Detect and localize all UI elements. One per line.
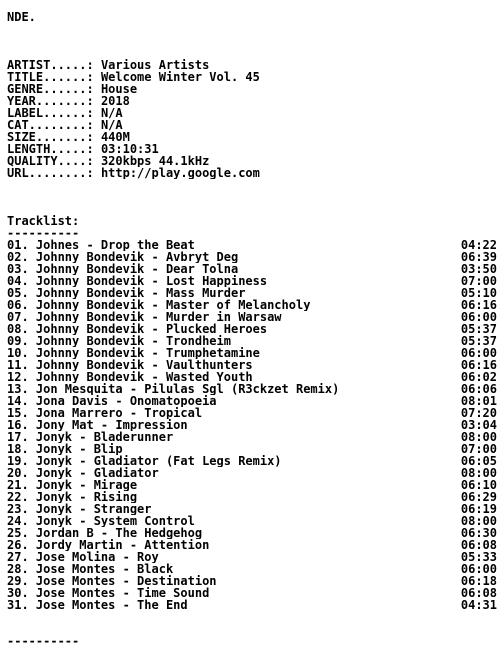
track-title: 02. Johnny Bondevik - Avbryt Deg [7, 251, 239, 263]
info-key: GENRE......: [7, 83, 94, 95]
track-row [7, 491, 497, 503]
track-row [7, 311, 497, 323]
track-row [7, 419, 497, 431]
track-row [7, 515, 497, 527]
track-row [7, 467, 497, 479]
track-title: 23. Jonyk - Stranger [7, 503, 152, 515]
info-value: 320kbps 44.1kHz [100, 155, 210, 167]
info-row [7, 95, 497, 107]
track-row [7, 551, 497, 563]
track-title: 20. Jonyk - Gladiator [7, 467, 159, 479]
track-duration: 06:10 [460, 479, 497, 491]
track-title: 25. Jordan B - The Hedgehog [7, 527, 203, 539]
track-duration: 06:30 [460, 527, 497, 539]
track-duration: 08:00 [460, 431, 497, 443]
track-title: 30. Jose Montes - Time Sound [7, 587, 210, 599]
track-title: 10. Johnny Bondevik - Trumphetamine [7, 347, 260, 359]
track-duration: 06:00 [460, 563, 497, 575]
track-row [7, 287, 497, 299]
track-duration: 05:37 [460, 323, 497, 335]
info-row [7, 107, 497, 119]
track-duration: 06:05 [460, 455, 497, 467]
track-duration: 04:31 [460, 599, 497, 611]
track-row [7, 347, 497, 359]
track-title: 01. Johnes - Drop the Beat [7, 239, 195, 251]
info-row [7, 119, 497, 131]
spacer [7, 35, 497, 47]
info-key: TITLE......: [7, 71, 94, 83]
info-value: N/A [100, 107, 123, 119]
tracklist-rule: ---------- [7, 227, 80, 239]
info-value: 440M [100, 131, 130, 143]
track-row [7, 443, 497, 455]
spacer [7, 623, 497, 635]
info-key: LABEL......: [7, 107, 94, 119]
track-title: 16. Jony Mat - Impression [7, 419, 188, 431]
track-row [7, 599, 497, 611]
track-row [7, 275, 497, 287]
track-row [7, 251, 497, 263]
release-info [7, 59, 497, 179]
track-duration: 06:00 [460, 311, 497, 323]
info-row [7, 83, 497, 95]
track-duration: 06:08 [460, 587, 497, 599]
info-key: LENGTH.....: [7, 143, 94, 155]
info-row [7, 59, 497, 71]
track-row [7, 539, 497, 551]
track-duration: 06:39 [460, 251, 497, 263]
track-title: 07. Johnny Bondevik - Murder in Warsaw [7, 311, 282, 323]
track-duration: 06:19 [460, 503, 497, 515]
tracklist-heading: Tracklist: [7, 215, 80, 227]
info-key: ARTIST.....: [7, 59, 94, 71]
track-duration: 06:08 [460, 539, 497, 551]
info-value: House [100, 83, 138, 95]
track-duration: 06:02 [460, 371, 497, 383]
track-title: 31. Jose Montes - The End [7, 599, 188, 611]
track-duration: 03:04 [460, 419, 497, 431]
track-title: 08. Johnny Bondevik - Plucked Heroes [7, 323, 268, 335]
track-duration: 07:00 [460, 275, 497, 287]
track-title: 27. Jose Molina - Roy [7, 551, 159, 563]
track-title: 18. Jonyk - Blip [7, 443, 123, 455]
spacer [7, 47, 497, 59]
track-duration: 08:00 [460, 467, 497, 479]
spacer [7, 179, 497, 191]
track-duration: 03:50 [460, 263, 497, 275]
track-row [7, 407, 497, 419]
track-duration: 06:06 [460, 383, 497, 395]
track-duration: 07:00 [460, 443, 497, 455]
track-duration: 06:00 [460, 347, 497, 359]
info-row [7, 131, 497, 143]
track-row [7, 239, 497, 251]
track-row [7, 263, 497, 275]
track-title: 12. Johnny Bondevik - Wasted Youth [7, 371, 253, 383]
track-row [7, 479, 497, 491]
track-row [7, 371, 497, 383]
track-title: 14. Jona Davis - Onomatopoeia [7, 395, 217, 407]
track-title: 15. Jona Marrero - Tropical [7, 407, 203, 419]
track-title: 03. Johnny Bondevik - Dear Tolna [7, 263, 239, 275]
track-title: 04. Johnny Bondevik - Lost Happiness [7, 275, 268, 287]
track-title: 06. Johnny Bondevik - Master of Melancholy [7, 299, 311, 311]
track-title: 22. Jonyk - Rising [7, 491, 138, 503]
track-title: 05. Johnny Bondevik - Mass Murder [7, 287, 246, 299]
info-key: URL........: [7, 167, 94, 179]
info-key: CAT........: [7, 119, 94, 131]
track-duration: 04:22 [460, 239, 497, 251]
info-key: SIZE.......: [7, 131, 94, 143]
track-row [7, 431, 497, 443]
track-duration: 06:16 [460, 299, 497, 311]
track-duration: 05:10 [460, 287, 497, 299]
spacer [7, 611, 497, 623]
track-title: 21. Jonyk - Mirage [7, 479, 138, 491]
track-duration: 05:37 [460, 335, 497, 347]
info-value: 2018 [100, 95, 130, 107]
spacer [7, 191, 497, 203]
track-duration: 08:00 [460, 515, 497, 527]
info-value: 03:10:31 [100, 143, 159, 155]
track-title: 19. Jonyk - Gladiator (Fat Legs Remix) [7, 455, 282, 467]
info-row [7, 143, 497, 155]
track-title: 29. Jose Montes - Destination [7, 575, 217, 587]
track-row [7, 395, 497, 407]
track-row [7, 335, 497, 347]
track-row [7, 563, 497, 575]
track-title: 24. Jonyk - System Control [7, 515, 195, 527]
track-duration: 08:01 [460, 395, 497, 407]
info-value: N/A [100, 119, 123, 131]
track-title: 28. Jose Montes - Black [7, 563, 174, 575]
track-row [7, 359, 497, 371]
info-value: Welcome Winter Vol. 45 [100, 71, 260, 83]
spacer [7, 23, 497, 35]
track-row [7, 587, 497, 599]
info-key: YEAR.......: [7, 95, 94, 107]
track-title: 09. Johnny Bondevik - Trondheim [7, 335, 231, 347]
track-duration: 06:29 [460, 491, 497, 503]
track-row [7, 575, 497, 587]
footer-rule: ---------- [7, 635, 80, 647]
track-title: 26. Jordy Martin - Attention [7, 539, 210, 551]
info-value: Various Artists [100, 59, 210, 71]
track-row [7, 299, 497, 311]
track-title: 13. Jon Mesquita - Pilulas Sgl (R3ckzet Remix) [7, 383, 340, 395]
info-row [7, 155, 497, 167]
header-text: NDE. [7, 11, 36, 23]
track-row [7, 503, 497, 515]
track-title: 11. Johnny Bondevik - Vaulthunters [7, 359, 253, 371]
track-row [7, 527, 497, 539]
info-value: http://play.google.com [100, 167, 260, 179]
track-row [7, 383, 497, 395]
track-duration: 07:20 [460, 407, 497, 419]
spacer [7, 203, 497, 215]
track-duration: 06:16 [460, 359, 497, 371]
track-duration: 05:33 [460, 551, 497, 563]
info-row [7, 71, 497, 83]
track-row [7, 455, 497, 467]
track-row [7, 323, 497, 335]
track-duration: 06:18 [460, 575, 497, 587]
info-key: QUALITY....: [7, 155, 94, 167]
track-title: 17. Jonyk - Bladerunner [7, 431, 174, 443]
tracklist [7, 239, 497, 611]
info-row [7, 167, 497, 179]
nfo-document [7, 11, 497, 647]
